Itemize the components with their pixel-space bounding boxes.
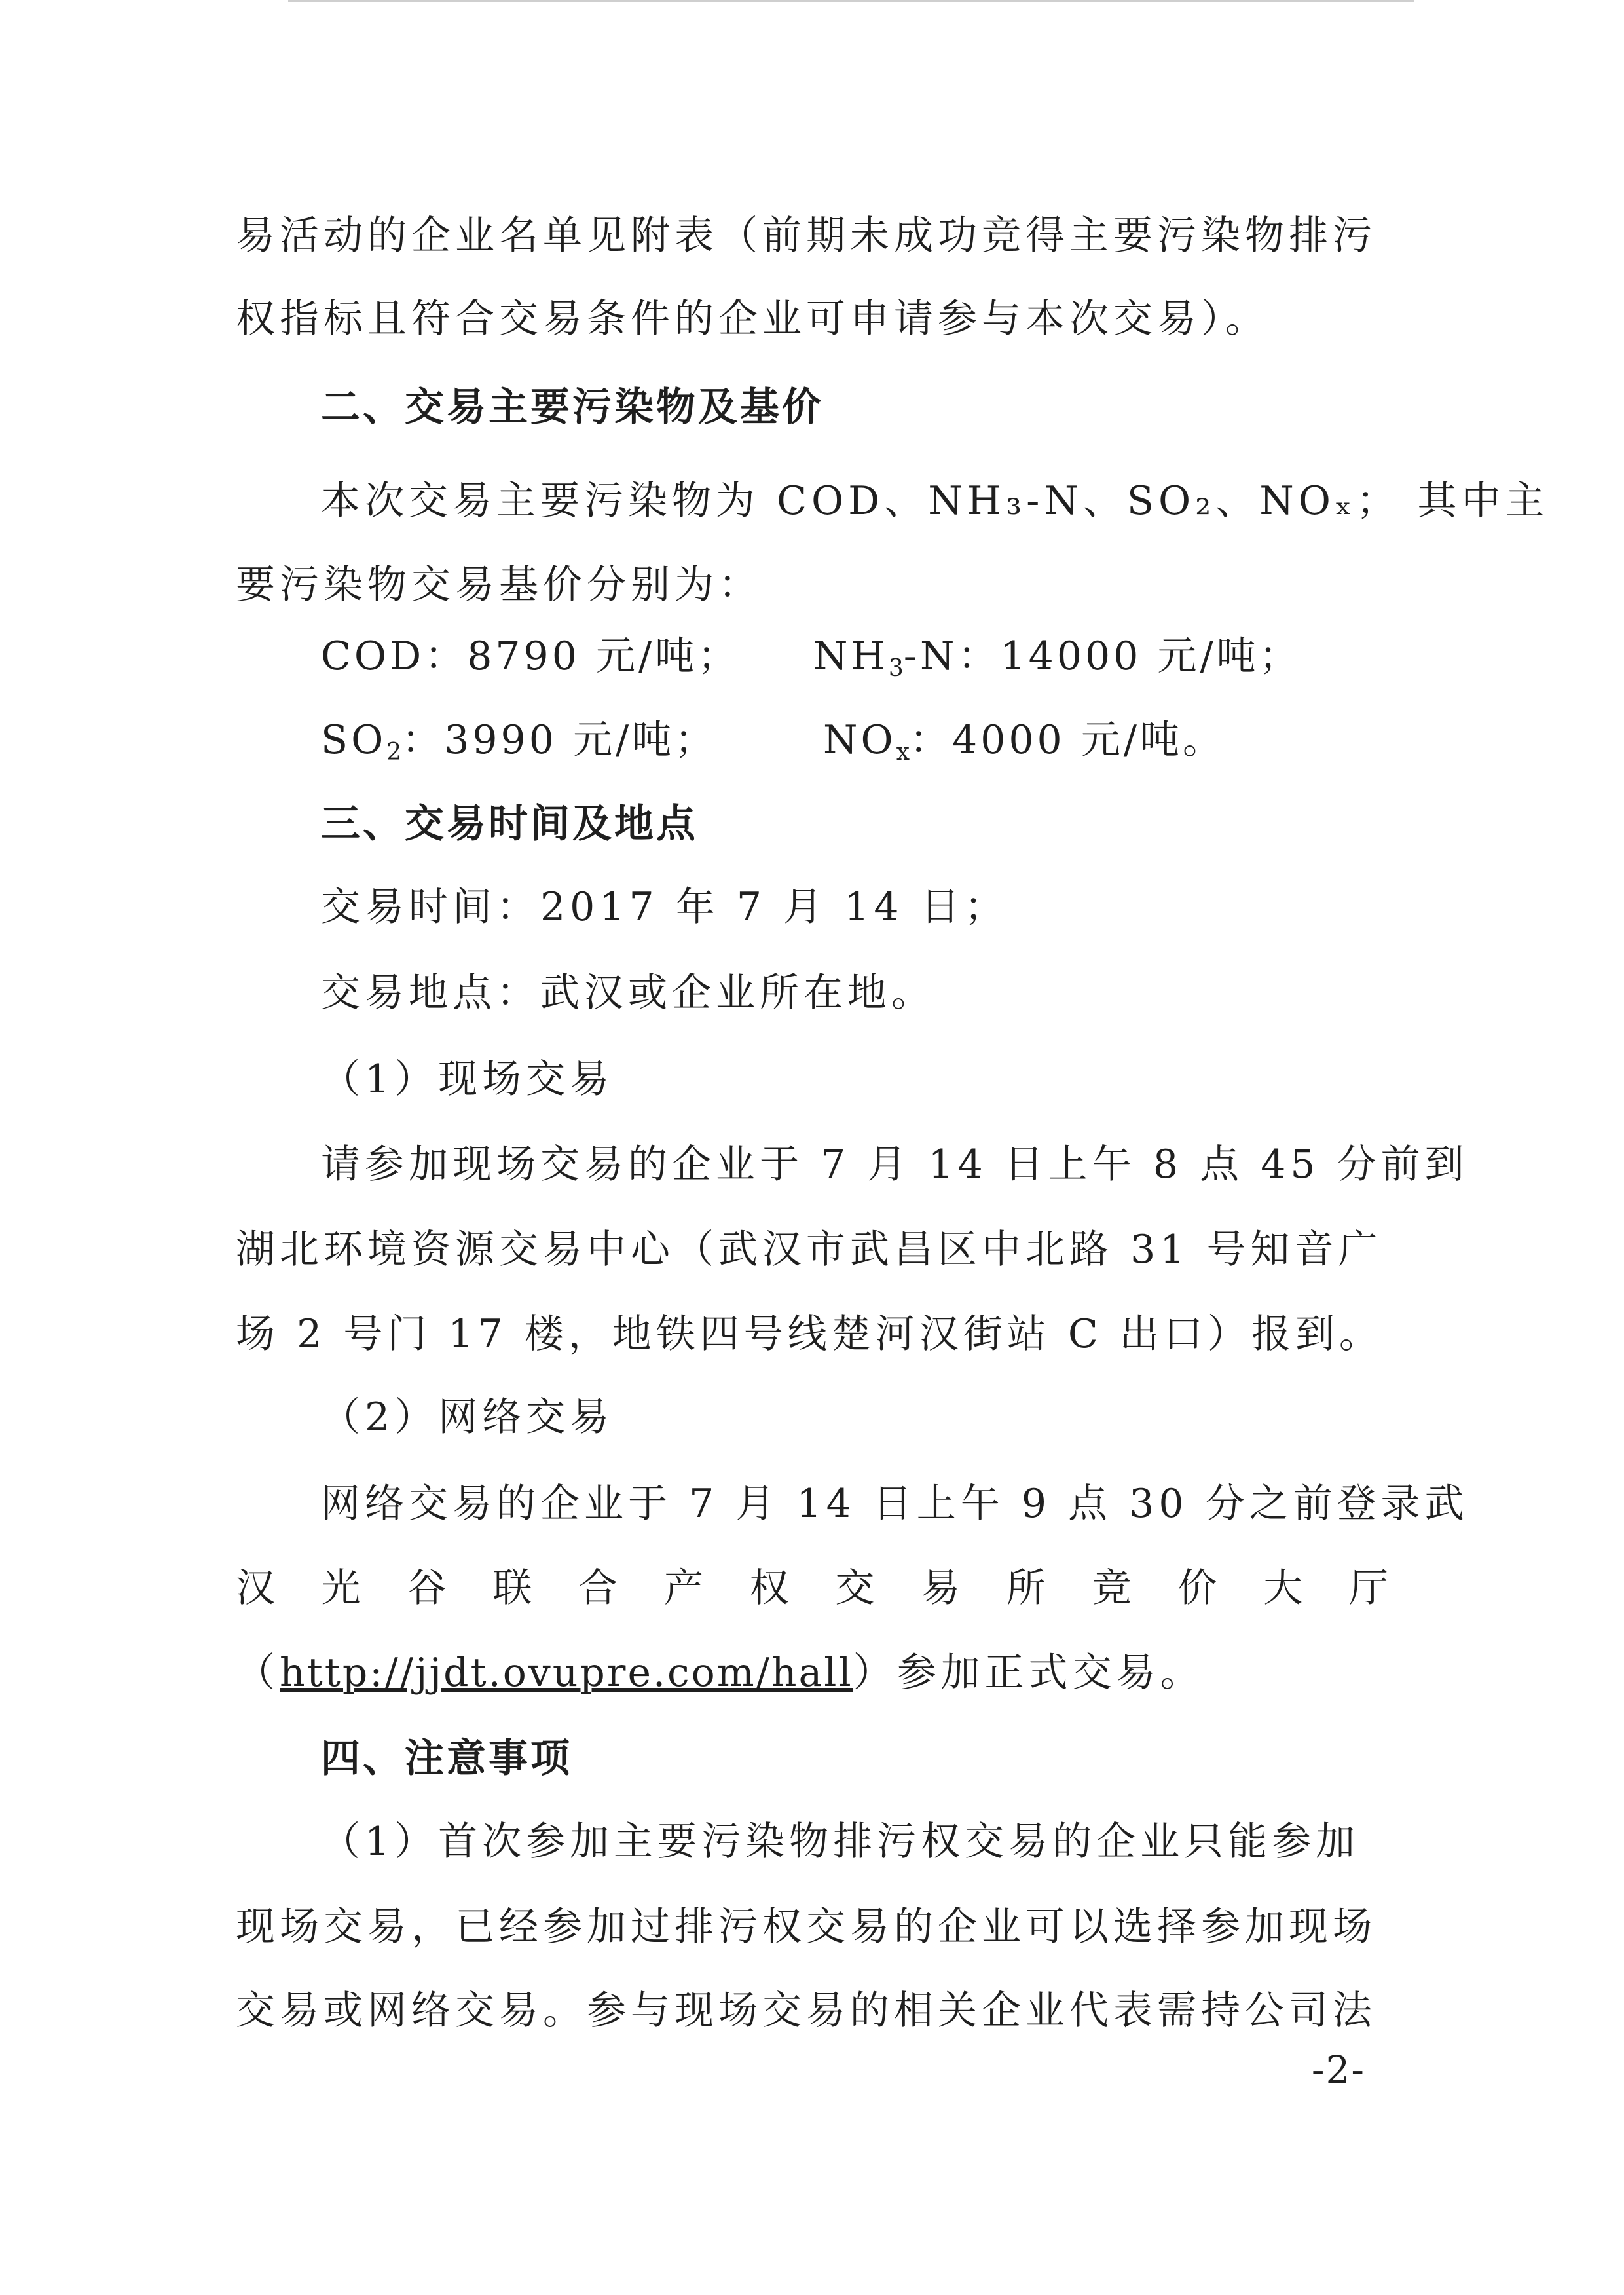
url-line: （http://jjdt.ovupre.com/hall）参加正式交易。 — [236, 1650, 1204, 1696]
body-line: 场 2 号门 17 楼，地铁四号线楚河汉街站 C 出口）报到。 — [236, 1311, 1383, 1357]
body-line: 权指标且符合交易条件的企业可申请参与本次交易）。 — [236, 296, 1269, 342]
body-line: 交易时间：2017 年 7 月 14 日； — [321, 884, 1008, 930]
price-so2: $SO_2$：3990 元/吨； — [321, 717, 718, 766]
body-line: 本次交易主要污染物为 COD、NH₃-N、SO₂、NOₓ； 其中主 — [321, 478, 1549, 524]
body-line: 湖北环境资源交易中心（武汉市武昌区中北路 31 号知音广 — [236, 1227, 1382, 1273]
scan-top-edge — [288, 0, 1414, 2]
hall-url-link[interactable]: http://jjdt.ovupre.com/hall — [280, 1650, 853, 1696]
price-nox: $NO_x$：4000 元/吨。 — [823, 717, 1225, 766]
subsection-heading: （1）现场交易 — [321, 1056, 614, 1102]
subsection-heading: （2）网络交易 — [321, 1394, 614, 1440]
spaced-line: 汉 光 谷 联 合 产 权 交 易 所 竞 价 大 厅 — [236, 1565, 1388, 1611]
body-line: 现场交易，已经参加过排污权交易的企业可以选择参加现场 — [236, 1904, 1376, 1950]
body-line: 易活动的企业名单见附表（前期未成功竞得主要污染物排污 — [236, 213, 1376, 259]
body-line: 请参加现场交易的企业于 7 月 14 日上午 8 点 45 分前到 — [321, 1142, 1469, 1187]
section-heading: 四、注意事项 — [321, 1736, 572, 1782]
section-heading: 二、交易主要污染物及基价 — [321, 384, 824, 430]
page-number: -2- — [1311, 2047, 1365, 2092]
body-line: （1）首次参加主要污染物排污权交易的企业只能参加 — [321, 1819, 1360, 1865]
section-heading: 三、交易时间及地点 — [321, 801, 698, 847]
price-nh3n: $NH_3-N$：14000 元/吨； — [813, 633, 1302, 682]
body-line: 网络交易的企业于 7 月 14 日上午 9 点 30 分之前登录武 — [321, 1481, 1469, 1527]
body-line: 要污染物交易基价分别为： — [236, 562, 762, 608]
body-line: 交易或网络交易。参与现场交易的相关企业代表需持公司法 — [236, 1988, 1376, 2034]
body-line: 交易地点：武汉或企业所在地。 — [321, 970, 935, 1016]
price-cod: COD：8790 元/吨； — [321, 633, 741, 679]
